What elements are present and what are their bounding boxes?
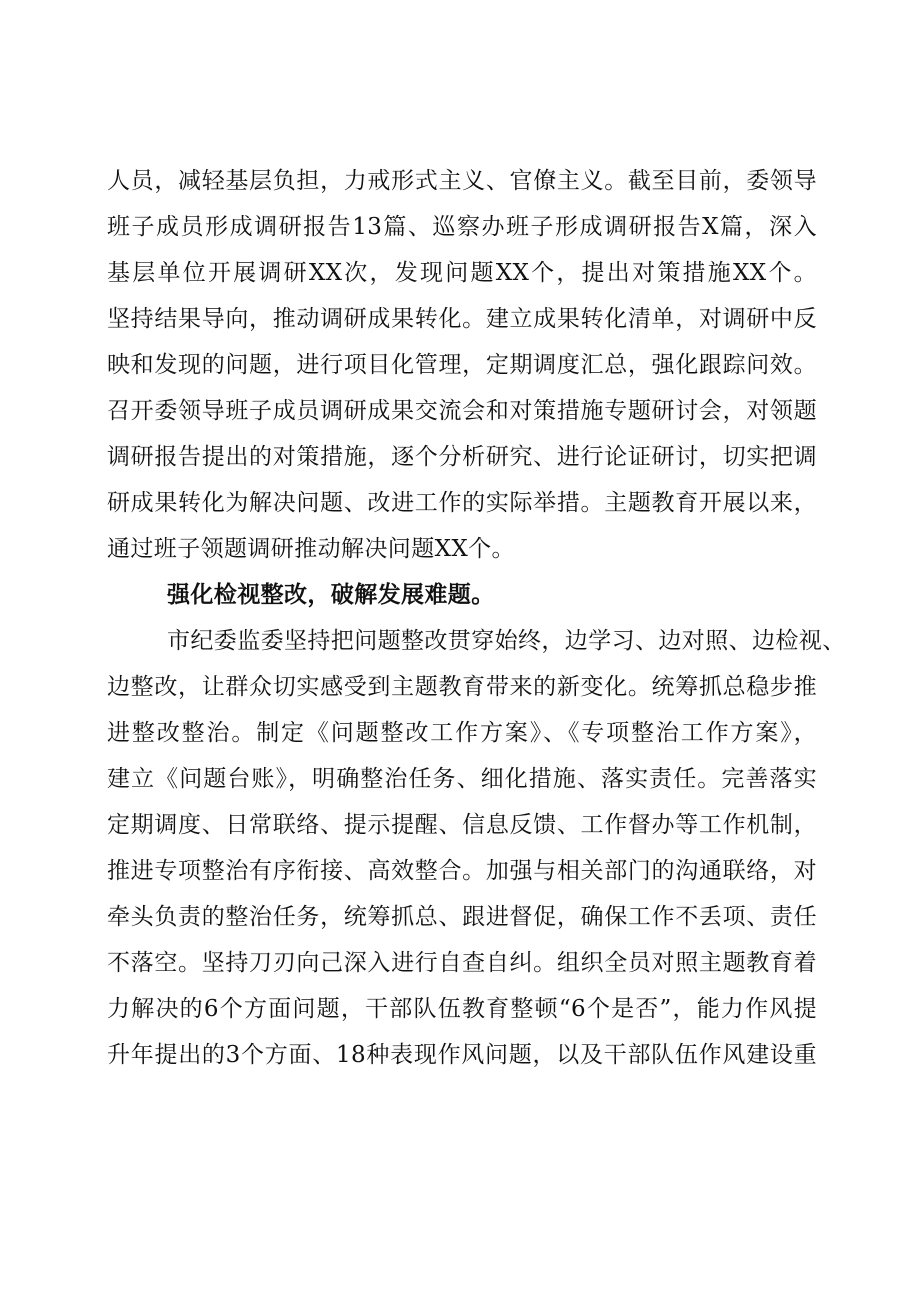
document-body: [107, 158, 846, 1078]
text-line: 通过班子领题调研推动解决问题XX个。: [107, 536, 515, 562]
section-heading: 强化检视整改，破解发展难题。: [167, 581, 495, 608]
text-line: 研成果转化为解决问题、改进工作的实际举措。主题教育开展以来，: [107, 490, 817, 516]
text-line: 人员，减轻基层负担，力戒形式主义、官僚主义。截至目前，委领导: [107, 168, 817, 194]
text-line: 坚持结果导向，推动调研成果转化。建立成果转化清单，对调研中反: [107, 306, 817, 332]
text-line: 班子成员形成调研报告13篇、巡察办班子形成调研报告X篇，深入: [107, 214, 817, 240]
text-line: 边整改，让群众切实感受到主题教育带来的新变化。统筹抓总稳步推: [107, 674, 817, 700]
text-line: 基层单位开展调研XX次，发现问题XX个，提出对策措施XX个。: [107, 260, 817, 286]
text-line: 不落空。坚持刀刃向己深入进行自查自纠。组织全员对照主题教育着: [107, 950, 817, 976]
text-line: 力解决的6个方面问题，干部队伍教育整顿“6个是否”，能力作风提: [107, 996, 817, 1022]
text-line: 市纪委监委坚持把问题整改贯穿始终，边学习、边对照、边检视、: [167, 628, 846, 654]
text-line: 进整改整治。制定《问题整改工作方案》、《专项整治工作方案》，: [107, 720, 817, 746]
text-line: 映和发现的问题，进行项目化管理，定期调度汇总，强化跟踪问效。: [107, 352, 817, 378]
text-line: 推进专项整治有序衔接、高效整合。加强与相关部门的沟通联络，对: [107, 858, 817, 884]
text-line: 召开委领导班子成员调研成果交流会和对策措施专题研讨会，对领题: [107, 398, 817, 424]
text-line: 定期调度、日常联络、提示提醒、信息反馈、工作督办等工作机制，: [107, 812, 817, 838]
text-line: 建立《问题台账》，明确整治任务、细化措施、落实责任。完善落实: [107, 766, 817, 792]
text-line: 调研报告提出的对策措施，逐个分析研究、进行论证研讨，切实把调: [107, 444, 817, 470]
text-line: 升年提出的3个方面、18种表现作风问题，以及干部队伍作风建设重: [107, 1042, 817, 1068]
text-line: 牵头负责的整治任务，统筹抓总、跟进督促，确保工作不丢项、责任: [107, 904, 817, 930]
